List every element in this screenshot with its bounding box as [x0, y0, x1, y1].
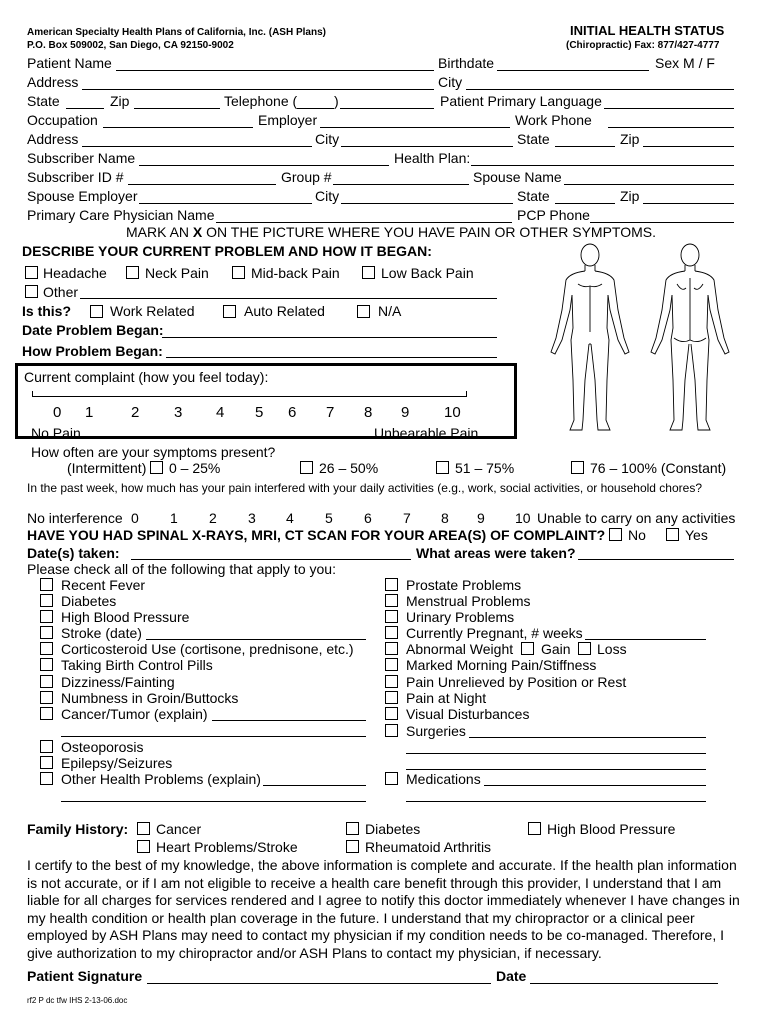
form-subtitle: (Chiropractic) Fax: 877/427-4777 [566, 40, 720, 51]
fam-diabetes-label: Diabetes [365, 821, 421, 837]
zip-label: Zip [110, 93, 130, 109]
spouse-state-label: State [517, 188, 550, 204]
certify-line: is not accurate, or if I am not eligible to receive a health care benefit through this provider, I understand that I am [27, 874, 722, 891]
pain-scale-label: Current complaint (how you feel today): [24, 369, 269, 385]
work-address-label: Address [27, 131, 79, 147]
interf-7[interactable]: 7 [403, 510, 411, 526]
occupation-label: Occupation [27, 112, 98, 128]
weight-loss-checkbox[interactable] [578, 642, 591, 655]
certification-paragraph [27, 857, 743, 963]
na-checkbox[interactable] [357, 305, 370, 318]
sex-label[interactable]: Sex M / F [655, 55, 715, 71]
interf-8[interactable]: 8 [441, 510, 449, 526]
work-zip-field[interactable] [643, 146, 734, 147]
certify-line: I certify to the best of my knowledge, the above information is complete and accurate. If the health plan information [27, 857, 737, 873]
occupation-field[interactable] [103, 127, 253, 128]
interf-2[interactable]: 2 [209, 510, 217, 526]
other-checkbox[interactable] [25, 285, 38, 298]
area-code-field[interactable] [297, 108, 334, 109]
subscriber-id-label: Subscriber ID # [27, 169, 124, 185]
date-began-field[interactable] [162, 337, 497, 338]
pain-2[interactable]: 2 [131, 404, 140, 421]
cond-visual-label: Visual Disturbances [406, 706, 530, 722]
conditions-prompt: Please check all of the following that apply to you: [27, 561, 336, 577]
health-plan-field[interactable] [471, 165, 734, 166]
pain-6[interactable]: 6 [288, 404, 297, 421]
xray-dates-label: Date(s) taken: [27, 545, 120, 561]
headache-checkbox[interactable] [25, 266, 38, 279]
cond-medications-checkbox[interactable] [385, 772, 398, 785]
spouse-name-label: Spouse Name [473, 169, 562, 185]
state-field[interactable] [66, 108, 104, 109]
xray-no-label: No [628, 527, 646, 543]
neck-pain-checkbox[interactable] [126, 266, 139, 279]
xray-yes-label: Yes [685, 527, 708, 543]
freq-0-25-checkbox[interactable] [150, 461, 163, 474]
cond-surgeries-label: Surgeries [406, 723, 466, 739]
fam-hbp-label: High Blood Pressure [547, 821, 676, 837]
pain-3[interactable]: 3 [174, 404, 183, 421]
xray-yes-checkbox[interactable] [666, 528, 679, 541]
other-label: Other [43, 284, 79, 300]
footer-docref: rf2 P dc tfw IHS 2-13-06.doc [27, 996, 128, 1005]
low-back-checkbox[interactable] [362, 266, 375, 279]
neck-pain-label: Neck Pain [145, 265, 209, 281]
birthdate-field[interactable] [497, 70, 649, 71]
cond-abnormal-weight-checkbox[interactable] [385, 642, 398, 655]
org-name: American Specialty Health Plans of California, Inc. (ASH Plans) [27, 27, 326, 38]
cond-corticosteroid-checkbox[interactable] [40, 642, 53, 655]
freq-76-100-label: 76 – 100% (Constant) [590, 460, 727, 476]
na-label: N/A [378, 303, 402, 319]
fam-heart-checkbox[interactable] [137, 840, 150, 853]
pain-7[interactable]: 7 [326, 404, 335, 421]
work-zip-label: Zip [620, 131, 640, 147]
freq-51-75-label: 51 – 75% [455, 460, 515, 476]
pregnant-weeks-field[interactable] [585, 639, 706, 640]
pain-high-label: Unbearable Pain [374, 425, 479, 441]
cond-hbp-checkbox[interactable] [40, 610, 53, 623]
freq-26-50-label: 26 – 50% [319, 460, 379, 476]
cond-surgeries-checkbox[interactable] [385, 724, 398, 737]
state-label: State [27, 93, 60, 109]
work-address-field[interactable] [82, 146, 312, 147]
pain-5[interactable]: 5 [255, 404, 264, 421]
pain-10[interactable]: 10 [444, 404, 461, 421]
how-began-field[interactable] [166, 357, 497, 358]
cond-dizziness-checkbox[interactable] [40, 675, 53, 688]
cond-pregnant-checkbox[interactable] [385, 626, 398, 639]
cond-morning-pain-checkbox[interactable] [385, 658, 398, 671]
work-phone-field[interactable] [608, 127, 734, 128]
patient-name-field[interactable] [116, 70, 434, 71]
weight-gain-label: Gain [541, 641, 571, 657]
pain-0[interactable]: 0 [53, 404, 62, 421]
body-diagram[interactable] [540, 240, 740, 440]
cond-prostate-checkbox[interactable] [385, 578, 398, 591]
work-state-label: State [517, 131, 550, 147]
is-this-label: Is this? [22, 303, 72, 319]
spouse-employer-label: Spouse Employer [27, 188, 138, 204]
work-city-label: City [315, 131, 340, 147]
cond-unrelieved-label: Pain Unrelieved by Position or Rest [406, 674, 627, 690]
interf-3[interactable]: 3 [248, 510, 256, 526]
xray-no-checkbox[interactable] [609, 528, 622, 541]
fam-rheumatoid-checkbox[interactable] [346, 840, 359, 853]
patient-name-label: Patient Name [27, 55, 112, 71]
cond-other-checkbox[interactable] [40, 772, 53, 785]
mid-back-label: Mid-back Pain [251, 265, 340, 281]
employer-field[interactable] [320, 127, 510, 128]
low-back-label: Low Back Pain [381, 265, 474, 281]
cond-night-pain-label: Pain at Night [406, 690, 487, 706]
body-front-figure [551, 244, 629, 430]
cond-corticosteroid-label: Corticosteroid Use (cortisone, prednisone, etc.) [61, 641, 354, 657]
city-field[interactable] [466, 89, 734, 90]
cond-unrelieved-checkbox[interactable] [385, 675, 398, 688]
work-phone-label: Work Phone [515, 112, 592, 128]
zip-field[interactable] [134, 108, 220, 109]
cond-cancer-checkbox[interactable] [40, 707, 53, 720]
certify-line: liable for all charges for services rendered and I agree to notify this doctor immediately whenever I have changes in [27, 892, 740, 909]
work-related-checkbox[interactable] [90, 305, 103, 318]
interference-low-label: No interference [27, 510, 123, 526]
problem-heading: DESCRIBE YOUR CURRENT PROBLEM AND HOW IT BEGAN: [22, 243, 432, 259]
interf-0[interactable]: 0 [131, 510, 139, 526]
freq-0-25-label: 0 – 25% [169, 460, 221, 476]
address-label: Address [27, 74, 79, 90]
work-city-field[interactable] [341, 146, 513, 147]
cond-night-pain-checkbox[interactable] [385, 691, 398, 704]
employer-label: Employer [258, 112, 318, 128]
interf-9[interactable]: 9 [477, 510, 485, 526]
other-problems-field-2[interactable] [61, 801, 366, 802]
cond-numbness-checkbox[interactable] [40, 691, 53, 704]
other-problems-field[interactable] [263, 785, 366, 786]
cond-morning-pain-label: Marked Morning Pain/Stiffness [406, 657, 597, 673]
headache-label: Headache [43, 265, 107, 281]
cond-dizziness-label: Dizziness/Fainting [61, 674, 175, 690]
signature-label: Patient Signature [27, 968, 143, 984]
weight-loss-label: Loss [597, 641, 627, 657]
freq-51-75-checkbox[interactable] [436, 461, 449, 474]
spouse-city-field[interactable] [341, 203, 513, 204]
cond-abnormal-weight-label: Abnormal Weight [406, 641, 514, 657]
telephone-close: ) [334, 93, 339, 109]
pcp-phone-label: PCP Phone [517, 207, 590, 223]
form-title: INITIAL HEALTH STATUS [570, 23, 725, 38]
cond-stroke-checkbox[interactable] [40, 626, 53, 639]
mid-back-checkbox[interactable] [232, 266, 245, 279]
pain-scale-tick [32, 391, 33, 397]
xray-areas-label: What areas were taken? [416, 545, 576, 561]
group-field[interactable] [333, 184, 469, 185]
signature-date-field[interactable] [530, 983, 718, 984]
cond-medications-label: Medications [406, 771, 481, 787]
weight-gain-checkbox[interactable] [521, 642, 534, 655]
date-began-label: Date Problem Began: [22, 322, 164, 338]
xray-question: HAVE YOU HAD SPINAL X-RAYS, MRI, CT SCAN FOR YOUR AREA(S) OF COMPLAINT? [27, 527, 606, 543]
cond-visual-checkbox[interactable] [385, 707, 398, 720]
signature-field[interactable] [147, 983, 491, 984]
interf-4[interactable]: 4 [286, 510, 294, 526]
fam-cancer-label: Cancer [156, 821, 202, 837]
subscriber-name-field[interactable] [139, 165, 389, 166]
cond-hbp-label: High Blood Pressure [61, 609, 190, 625]
address-field[interactable] [82, 89, 434, 90]
certify-line: give authorization to my chiropractor and/or ASH Plans to contact my physician, if necessary. [27, 944, 602, 961]
signature-date-label: Date [496, 968, 527, 984]
medications-field-2[interactable] [406, 801, 706, 802]
group-label: Group # [281, 169, 332, 185]
cond-diabetes-label: Diabetes [61, 593, 117, 609]
pain-scale-tick [466, 391, 467, 397]
other-field[interactable] [80, 298, 497, 299]
auto-related-label: Auto Related [244, 303, 325, 319]
fam-cancer-checkbox[interactable] [137, 822, 150, 835]
cond-numbness-label: Numbness in Groin/Buttocks [61, 690, 239, 706]
fam-rheumatoid-label: Rheumatoid Arthritis [365, 839, 492, 855]
spouse-zip-label: Zip [620, 188, 640, 204]
fam-hbp-checkbox[interactable] [528, 822, 541, 835]
cond-urinary-checkbox[interactable] [385, 610, 398, 623]
pain-9[interactable]: 9 [401, 404, 410, 421]
cond-cancer-label: Cancer/Tumor (explain) [61, 706, 208, 722]
interf-6[interactable]: 6 [364, 510, 372, 526]
how-began-label: How Problem Began: [22, 343, 163, 359]
subscriber-id-field[interactable] [128, 184, 276, 185]
xray-dates-field[interactable] [131, 559, 411, 560]
cancer-explain-field-2[interactable] [61, 736, 366, 737]
cond-birth-control-checkbox[interactable] [40, 658, 53, 671]
cond-birth-control-label: Taking Birth Control Pills [61, 657, 213, 673]
xray-areas-field[interactable] [578, 559, 734, 560]
spouse-city-label: City [315, 188, 340, 204]
cond-osteoporosis-label: Osteoporosis [61, 739, 144, 755]
certify-line: my health condition or health plan coverage in the future. I understand that my chiropractor or a clinical peer [27, 909, 695, 926]
cond-menstrual-label: Menstrual Problems [406, 593, 531, 609]
health-plan-label: Health Plan: [394, 150, 471, 166]
intermittent-label: (Intermittent) [67, 460, 147, 476]
pain-scale-line [32, 396, 467, 397]
org-address: P.O. Box 509002, San Diego, CA 92150-9002 [27, 40, 234, 51]
auto-related-checkbox[interactable] [223, 305, 236, 318]
fam-diabetes-checkbox[interactable] [346, 822, 359, 835]
cond-menstrual-checkbox[interactable] [385, 594, 398, 607]
interference-question: In the past week, how much has your pain interfered with your daily activities (e.g., work, social activities, or household chores? [27, 481, 702, 495]
cancer-explain-field[interactable] [212, 720, 366, 721]
cond-recent-fever-label: Recent Fever [61, 577, 146, 593]
pain-low-label: No Pain [31, 425, 81, 441]
cond-epilepsy-checkbox[interactable] [40, 756, 53, 769]
birthdate-label: Birthdate [438, 55, 495, 71]
surgeries-field-3[interactable] [406, 769, 706, 770]
certify-line: employed by ASH Plans may need to contact my physician if my condition needs to be co-managed. Therefore, I [27, 927, 725, 944]
pain-instruction: MARK AN X ON THE PICTURE WHERE YOU HAVE PAIN OR OTHER SYMPTOMS. [126, 224, 657, 240]
pain-4[interactable]: 4 [216, 404, 225, 421]
subscriber-name-label: Subscriber Name [27, 150, 136, 166]
pcp-field[interactable] [216, 222, 512, 223]
surgeries-field-2[interactable] [406, 753, 706, 754]
medications-field[interactable] [484, 785, 706, 786]
freq-76-100-checkbox[interactable] [571, 461, 584, 474]
spouse-name-field[interactable] [564, 184, 734, 185]
pcp-phone-field[interactable] [590, 222, 734, 223]
freq-26-50-checkbox[interactable] [300, 461, 313, 474]
cond-diabetes-checkbox[interactable] [40, 594, 53, 607]
work-related-label: Work Related [110, 303, 195, 319]
spouse-state-field[interactable] [555, 203, 615, 204]
spouse-employer-field[interactable] [139, 203, 312, 204]
pain-8[interactable]: 8 [364, 404, 373, 421]
fam-heart-label: Heart Problems/Stroke [156, 839, 298, 855]
frequency-question: How often are your symptoms present? [31, 444, 276, 460]
cond-stroke-label: Stroke (date) [61, 625, 142, 641]
interf-10[interactable]: 10 [515, 510, 531, 526]
telephone-field[interactable] [340, 108, 434, 109]
stroke-date-field[interactable] [146, 639, 366, 640]
cond-pregnant-label: Currently Pregnant, # weeks [406, 625, 583, 641]
body-back-figure [651, 244, 729, 430]
cond-osteoporosis-checkbox[interactable] [40, 740, 53, 753]
language-label: Patient Primary Language [440, 93, 602, 109]
telephone-label: Telephone ( [224, 93, 298, 109]
interf-5[interactable]: 5 [325, 510, 333, 526]
pcp-label: Primary Care Physician Name [27, 207, 215, 223]
interf-1[interactable]: 1 [170, 510, 178, 526]
spouse-zip-field[interactable] [643, 203, 734, 204]
surgeries-field[interactable] [469, 737, 706, 738]
cond-prostate-label: Prostate Problems [406, 577, 522, 593]
cond-epilepsy-label: Epilepsy/Seizures [61, 755, 173, 771]
pain-1[interactable]: 1 [85, 404, 94, 421]
cond-other-label: Other Health Problems (explain) [61, 771, 261, 787]
language-field[interactable] [604, 108, 734, 109]
cond-recent-fever-checkbox[interactable] [40, 578, 53, 591]
cond-urinary-label: Urinary Problems [406, 609, 515, 625]
city-label: City [438, 74, 463, 90]
interference-high-label: Unable to carry on any activities [537, 510, 736, 526]
work-state-field[interactable] [555, 146, 615, 147]
family-history-label: Family History: [27, 821, 129, 837]
